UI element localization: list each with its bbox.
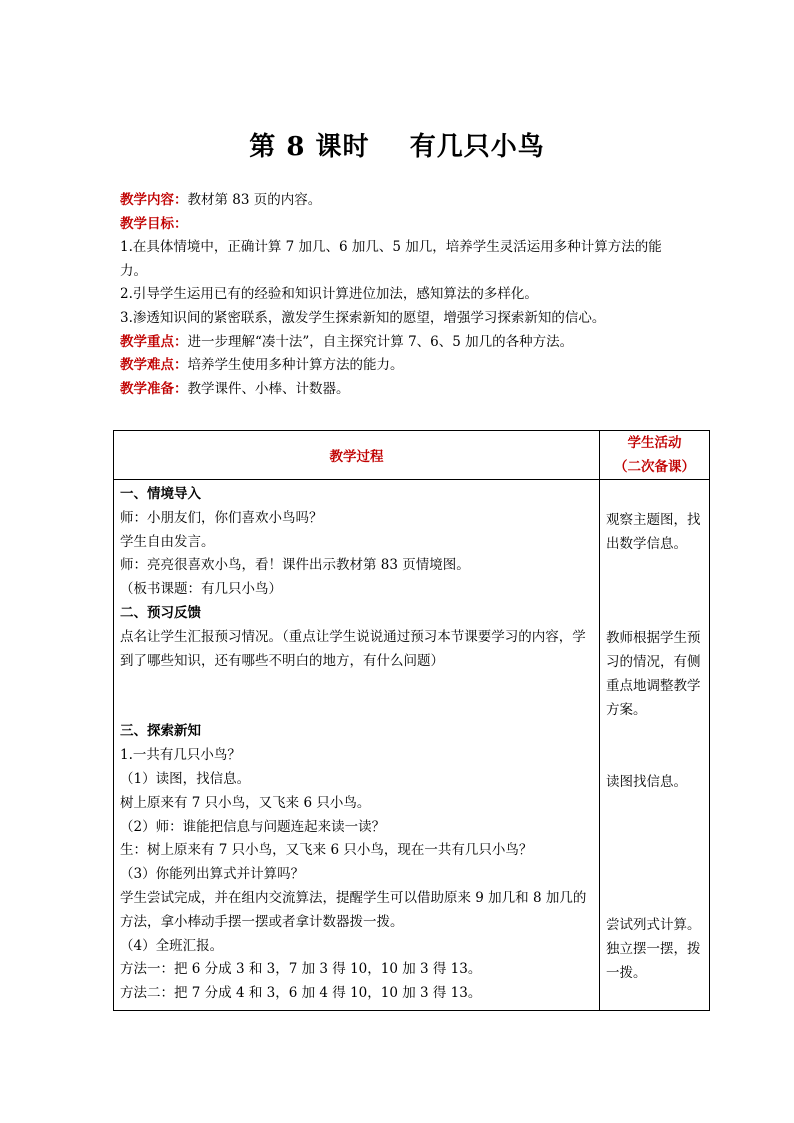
process-line: （板书课题：有几只小鸟） — [120, 581, 282, 598]
activity-note: 观察主题图，找出数学信息。 — [606, 512, 701, 552]
difficulty-row — [120, 354, 700, 378]
page-title: 第 8 课时 有几只小鸟 — [249, 132, 545, 162]
activity-note: 读图找信息。 — [606, 774, 687, 790]
content-row — [120, 189, 700, 213]
goal-item: 2.引导学生运用已有的经验和知识计算进位加法，感知算法的多样化。 — [120, 286, 538, 303]
process-line: （3）你能列出算式并计算吗？ — [120, 866, 305, 883]
process-line: 师：小朋友们，你们喜欢小鸟吗？ — [120, 509, 323, 526]
process-line: （2）师：谁能把信息与问题连起来读一读？ — [120, 818, 386, 835]
process-paragraph: 点名让学生汇报预习情况。（重点让学生说说通过预习本节课要学习的内容，学到了哪些知识，还有哪些不明白的地方，有什么问题） — [120, 628, 586, 669]
process-line: （1）读图，找信息。 — [120, 770, 251, 787]
content-label: 教学内容： — [120, 192, 188, 208]
process-line: 方法二：把 7 分成 4 和 3，6 加 4 得 10，10 加 3 得 13。 — [120, 985, 482, 1002]
section-heading: 二、预习反馈 — [120, 604, 201, 621]
goal-item: 3.渗透知识间的紧密联系，激发学生探索新知的愿望，增强学习探索新知的信心。 — [120, 309, 606, 326]
activity-cell — [600, 480, 710, 1011]
goals-row — [120, 213, 700, 237]
lesson-table — [113, 430, 710, 1011]
difficulty-label: 教学难点： — [120, 357, 188, 374]
prep-label: 教学准备： — [120, 380, 188, 397]
process-cell — [114, 480, 600, 1011]
key-label: 教学重点： — [120, 333, 188, 350]
goals-label: 教学目标： — [120, 215, 188, 232]
content-text: 教材第 83 页的内容。 — [187, 192, 322, 208]
key-row — [120, 331, 700, 355]
table-header-row — [114, 431, 710, 480]
process-line: 学生自由发言。 — [120, 533, 215, 550]
process-line: 方法一：把 6 分成 3 和 3，7 加 3 得 10，10 加 3 得 13。 — [120, 961, 482, 978]
difficulty-text: 培养学生使用多种计算方法的能力。 — [187, 357, 404, 374]
header-activity — [600, 431, 710, 480]
process-line: 师：亮亮很喜欢小鸟，看！课件出示教材第 83 页情境图。 — [120, 557, 470, 574]
spacer — [120, 673, 593, 720]
section-heading: 三、探索新知 — [120, 723, 201, 740]
header-activity-line1: 学生活动 — [627, 435, 682, 451]
key-text: 进一步理解“凑十法”，自主探究计算 7、6、5 加几的各种方法。 — [187, 333, 574, 350]
process-line: 1.一共有几只小鸟？ — [120, 747, 241, 764]
goal-item: 1.在具体情境中，正确计算 7 加几、6 加几、5 加几，培养学生灵活运用多种计算方法的能力。 — [120, 239, 662, 279]
section-heading: 一、情境导入 — [120, 486, 201, 502]
table-body-row — [114, 480, 710, 1011]
process-line: 树上原来有 7 只小鸟，又飞来 6 只小鸟。 — [120, 794, 371, 811]
lesson-meta — [120, 189, 700, 401]
process-line: （4）全班汇报。 — [120, 937, 224, 954]
prep-text: 教学课件、小棒、计数器。 — [187, 380, 350, 397]
activity-note: 尝试列式计算。独立摆一摆，拨一拨。 — [606, 917, 701, 981]
header-activity-line2: （二次备课） — [614, 459, 695, 475]
process-line: 生：树上原来有 7 只小鸟，又飞来 6 只小鸟，现在一共有几只小鸟？ — [120, 842, 533, 859]
prep-row — [120, 378, 700, 402]
activity-note: 教师根据学生预习的情况，有侧重点地调整教学方案。 — [606, 630, 701, 718]
process-paragraph: 学生尝试完成，并在组内交流算法，提醒学生可以借助原来 9 加几和 8 加几的方法，拿小棒动手摆一摆或者拿计数器拨一拨。 — [120, 889, 587, 930]
header-process: 教学过程 — [114, 431, 600, 480]
